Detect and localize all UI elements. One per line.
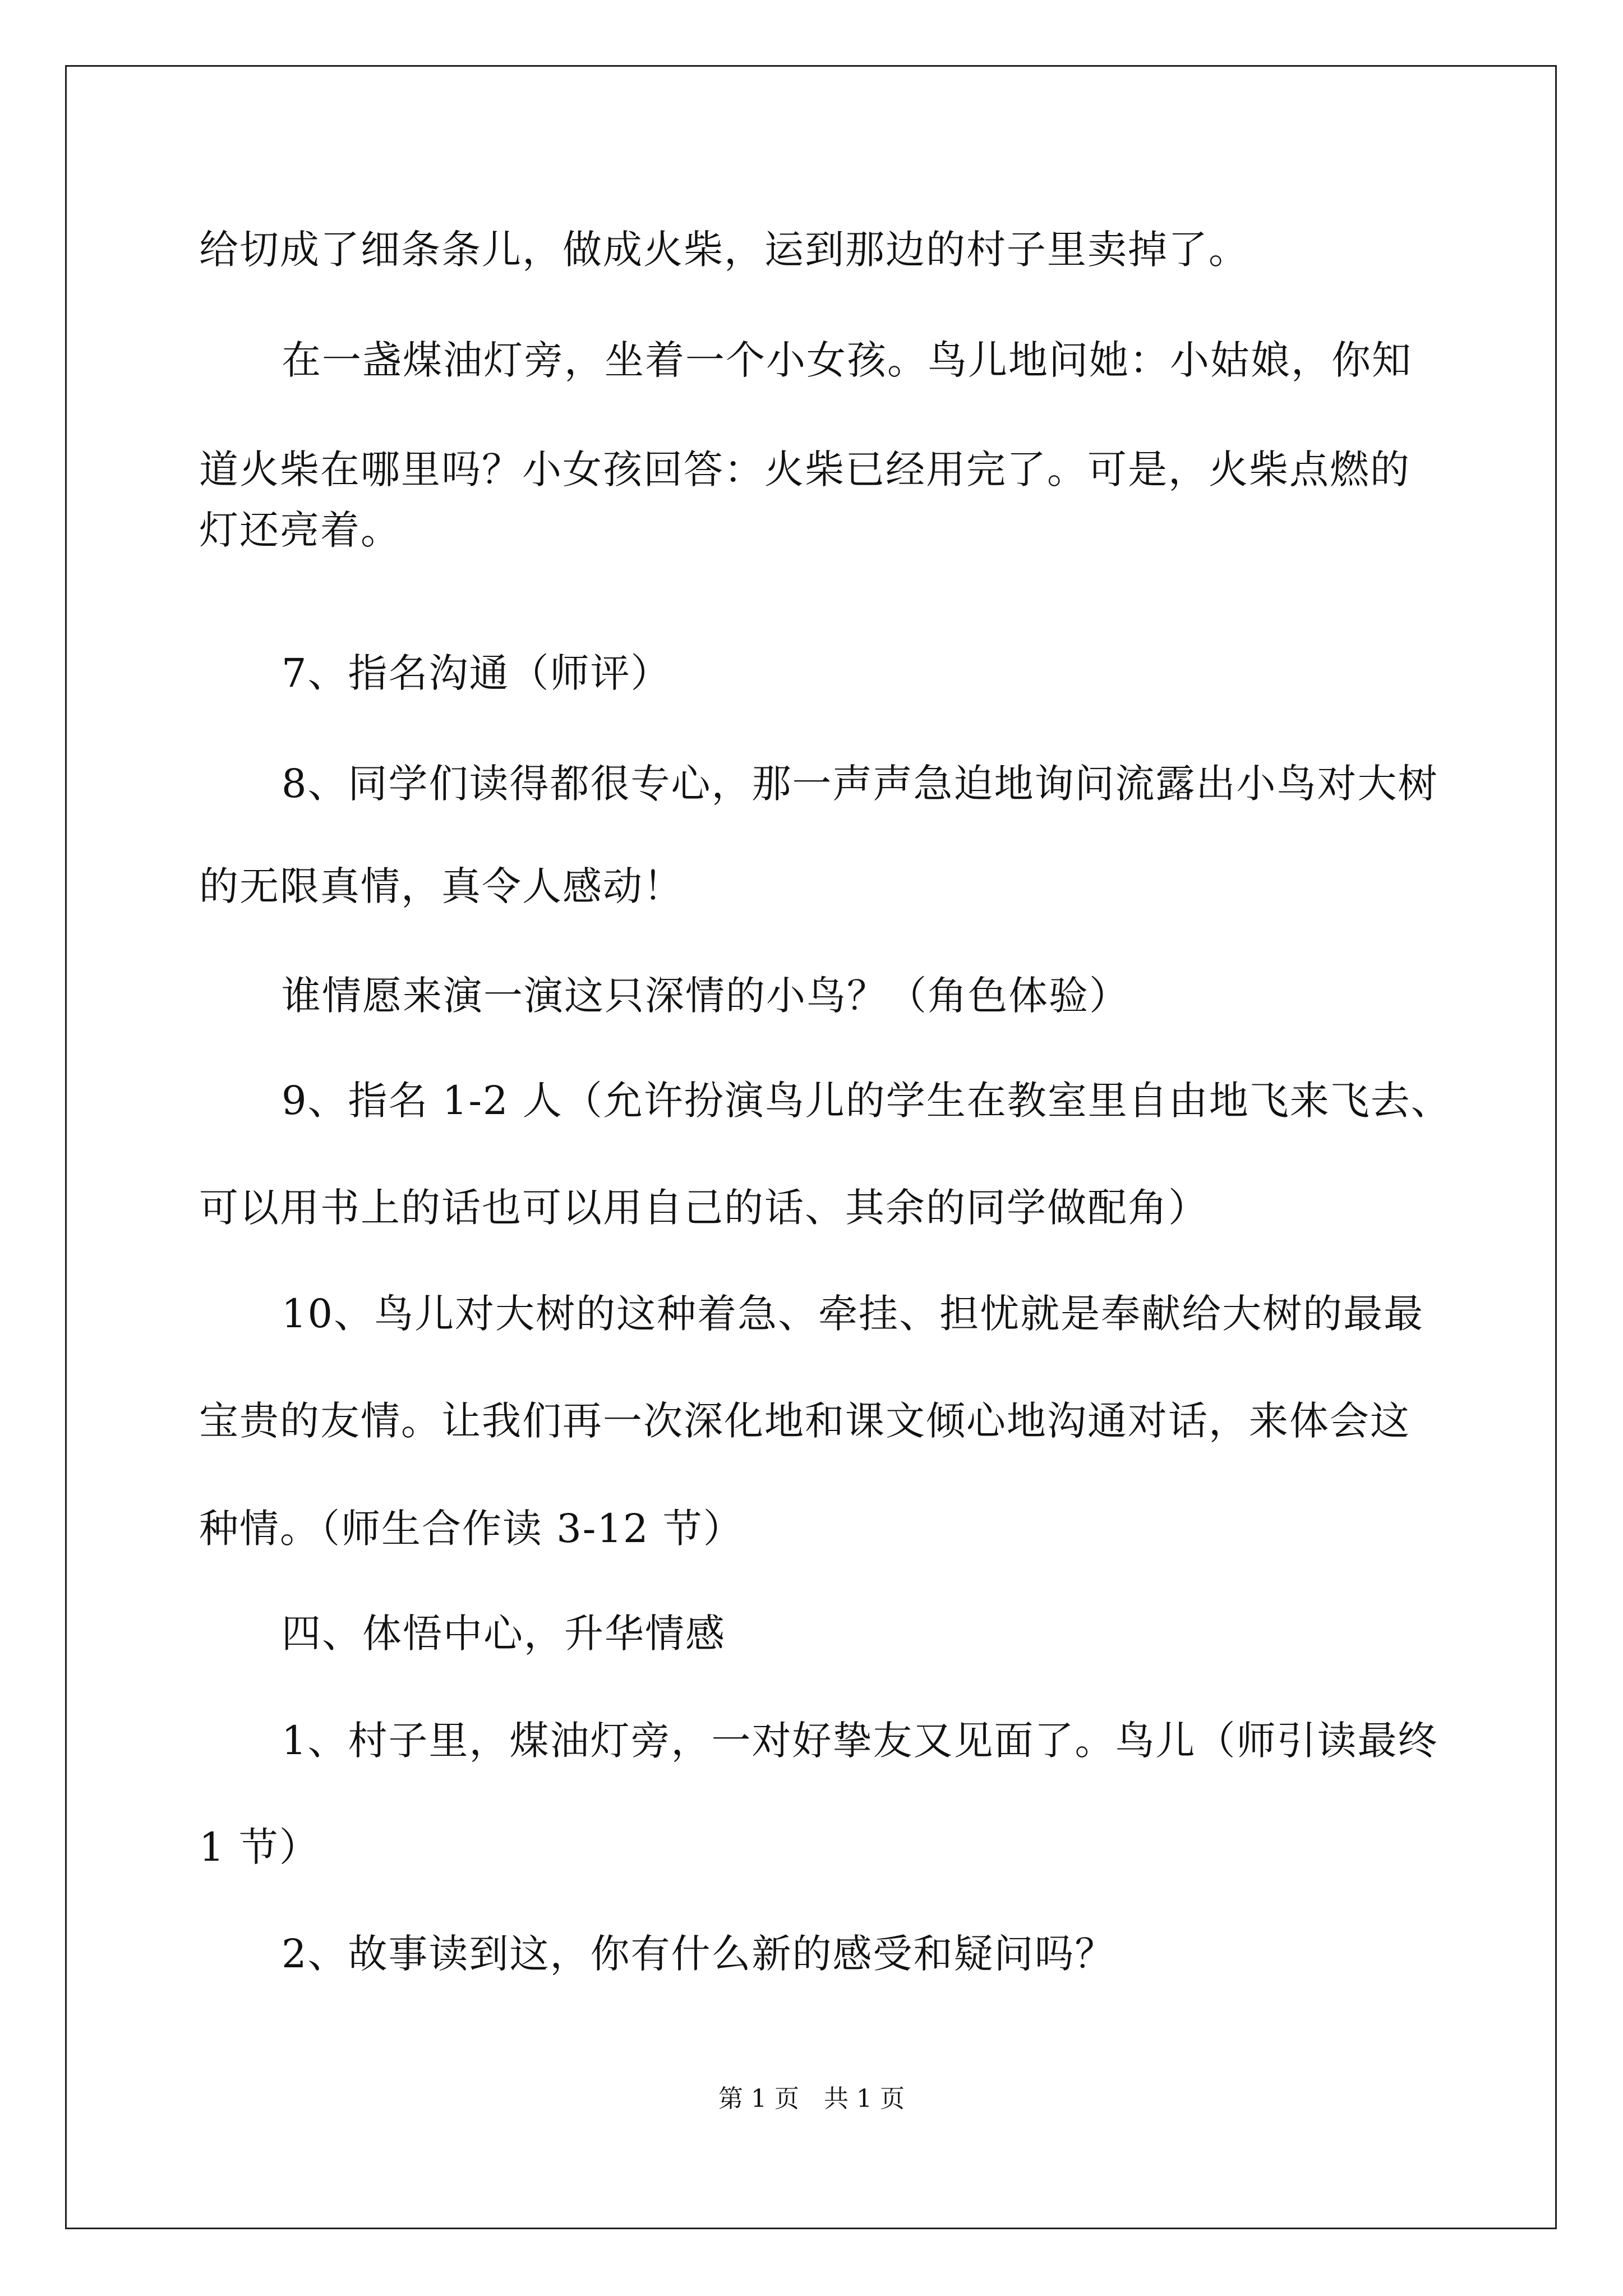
- text-line: 的无限真情，真令人感动！: [199, 863, 684, 909]
- page-border: [65, 65, 1557, 2229]
- text-line: 道火柴在哪里吗？小女孩回答：火柴已经用完了。可是，火柴点燃的: [199, 447, 1410, 493]
- text-line: 2、故事读到这，你有什么新的感受和疑问吗？: [282, 1931, 1115, 1977]
- text-line: 种情。（师生合作读 3-12 节）: [199, 1506, 744, 1552]
- text-line: 7、指名沟通（师评）: [282, 650, 671, 696]
- text-line: 谁情愿来演一演这只深情的小鸟？（角色体验）: [282, 973, 1129, 1019]
- page-number-footer: 第 1 页 共 1 页: [718, 2085, 905, 2113]
- text-line: 宝贵的友情。让我们再一次深化地和课文倾心地沟通对话，来体会这: [199, 1398, 1410, 1444]
- text-line: 10、鸟儿对大树的这种着急、牵挂、担忧就是奉献给大树的最最: [282, 1291, 1424, 1337]
- text-line: 1、村子里，煤油灯旁，一对好挚友又见面了。鸟儿（师引读最终: [282, 1718, 1438, 1764]
- text-line: 9、指名 1-2 人（允许扮演鸟儿的学生在教室里自由地飞来飞去、: [282, 1078, 1451, 1124]
- text-line: 1 节）: [199, 1824, 320, 1870]
- text-line: 8、同学们读得都很专心，那一声声急迫地询问流露出小鸟对大树: [282, 761, 1438, 807]
- text-line: 灯还亮着。: [199, 507, 401, 553]
- text-line: 在一盏煤油灯旁，坐着一个小女孩。鸟儿地问她：小姑娘，你知: [282, 337, 1412, 383]
- text-line: 四、体悟中心，升华情感: [282, 1611, 726, 1657]
- text-line: 可以用书上的话也可以用自己的话、其余的同学做配角）: [199, 1185, 1209, 1231]
- text-line: 给切成了细条条儿，做成火柴，运到那边的村子里卖掉了。: [199, 227, 1249, 273]
